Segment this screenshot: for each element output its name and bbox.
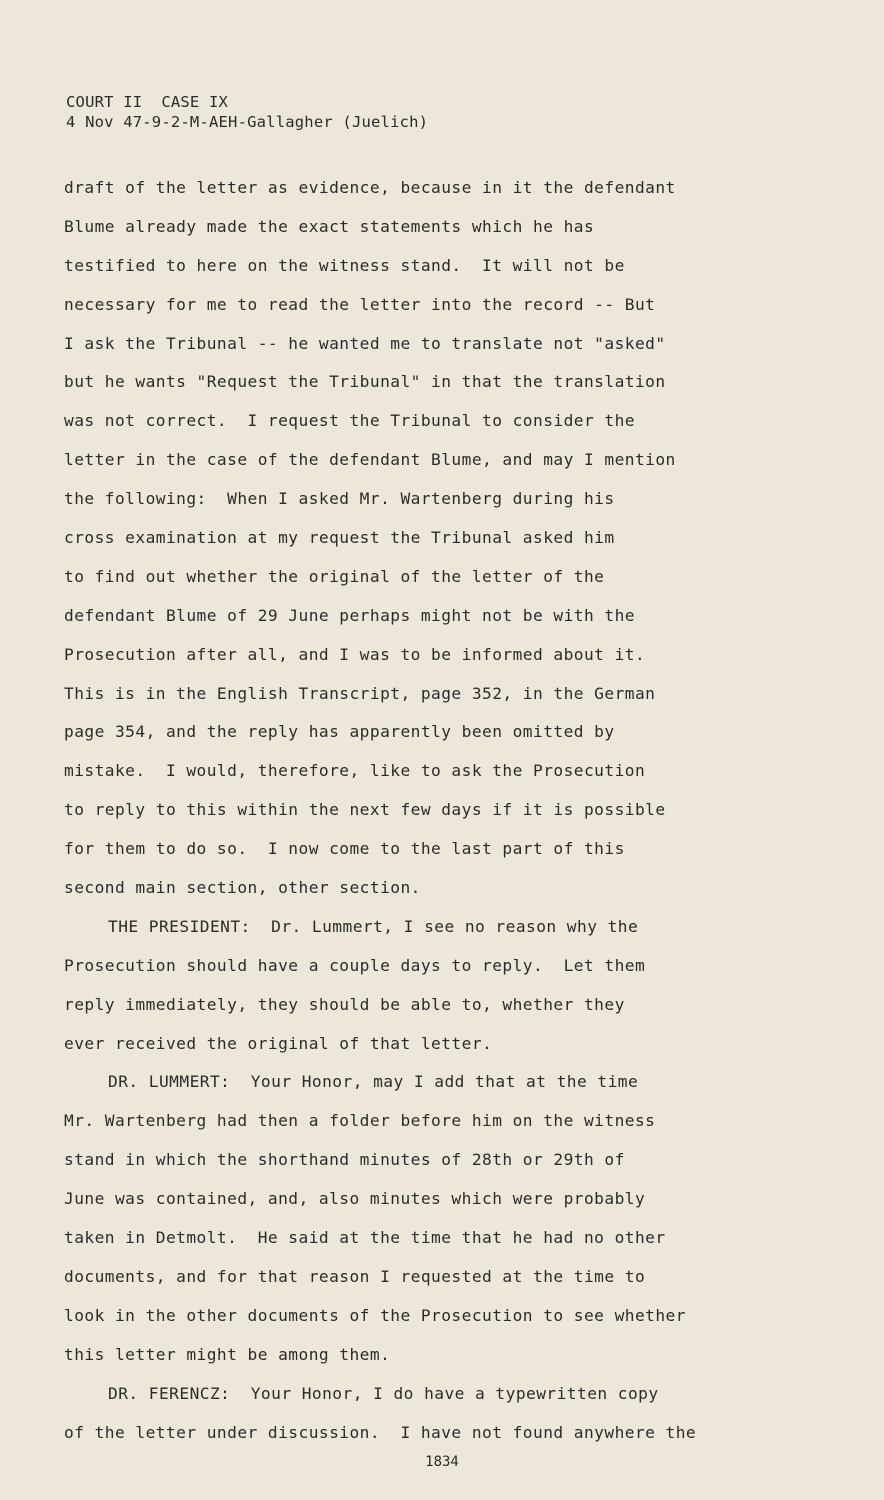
transcript-line: of the letter under discussion. I have not found anywhere the (64, 1422, 697, 1442)
transcript-line: DR. FERENCZ: Your Honor, I do have a typewritten copy (108, 1383, 659, 1403)
transcript-line: was not correct. I request the Tribunal to consider the (64, 411, 635, 431)
transcript-line: Prosecution should have a couple days to reply. Let them (64, 955, 646, 975)
transcript-line: to find out whether the original of the letter of the (64, 566, 605, 586)
session-info-line: 4 Nov 47-9-2-M-AEH-Gallagher (Juelich) (66, 113, 429, 131)
transcript-line: necessary for me to read the letter into the record -- But (64, 294, 656, 314)
transcript-line: I ask the Tribunal -- he wanted me to translate not "asked" (64, 333, 666, 353)
transcript-line: for them to do so. I now come to the last part of this (64, 839, 625, 859)
transcript-line: second main section, other section. (64, 878, 421, 898)
transcript-line: cross examination at my request the Tribunal asked him (64, 528, 615, 548)
court-case-line: COURT II CASE IX (66, 93, 229, 111)
transcript-line: Prosecution after all, and I was to be informed about it. (64, 644, 646, 664)
page-number: 1834 (425, 1454, 459, 1470)
transcript-line: DR. LUMMERT: Your Honor, may I add that at the time (108, 1072, 639, 1092)
transcript-line: taken in Detmolt. He said at the time that he had no other (64, 1228, 666, 1248)
case-header (66, 92, 428, 132)
transcript-line: reply immediately, they should be able to, whether they (64, 994, 625, 1014)
transcript-line: page 354, and the reply has apparently been omitted by (64, 722, 615, 742)
transcript-line: this letter might be among them. (64, 1344, 391, 1364)
transcript-line: the following: When I asked Mr. Wartenberg during his (64, 489, 615, 509)
transcript-line: letter in the case of the defendant Blume, and may I mention (64, 450, 676, 470)
transcript-line: draft of the letter as evidence, because in it the defendant (64, 178, 676, 197)
transcript-line: ever received the original of that letter. (64, 1033, 493, 1053)
transcript-line: defendant Blume of 29 June perhaps might not be with the (64, 605, 635, 625)
transcript-line: Blume already made the exact statements which he has (64, 216, 595, 236)
transcript-line: documents, and for that reason I requested at the time to (64, 1266, 646, 1286)
transcript-line: June was contained, and, also minutes which were probably (64, 1189, 646, 1209)
transcript-line: Mr. Wartenberg had then a folder before him on the witness (64, 1111, 656, 1131)
transcript-line: testified to here on the witness stand. It will not be (64, 255, 625, 275)
transcript-body (64, 169, 784, 1452)
transcript-line: to reply to this within the next few days if it is possible (64, 800, 666, 820)
transcript-line: THE PRESIDENT: Dr. Lummert, I see no reason why the (108, 916, 639, 936)
transcript-line: stand in which the shorthand minutes of 28th or 29th of (64, 1150, 625, 1170)
transcript-line: look in the other documents of the Prosecution to see whether (64, 1305, 686, 1325)
transcript-line: mistake. I would, therefore, like to ask the Prosecution (64, 761, 646, 781)
transcript-line: This is in the English Transcript, page 352, in the German (64, 683, 656, 703)
transcript-line: but he wants "Request the Tribunal" in that the translation (64, 372, 666, 392)
